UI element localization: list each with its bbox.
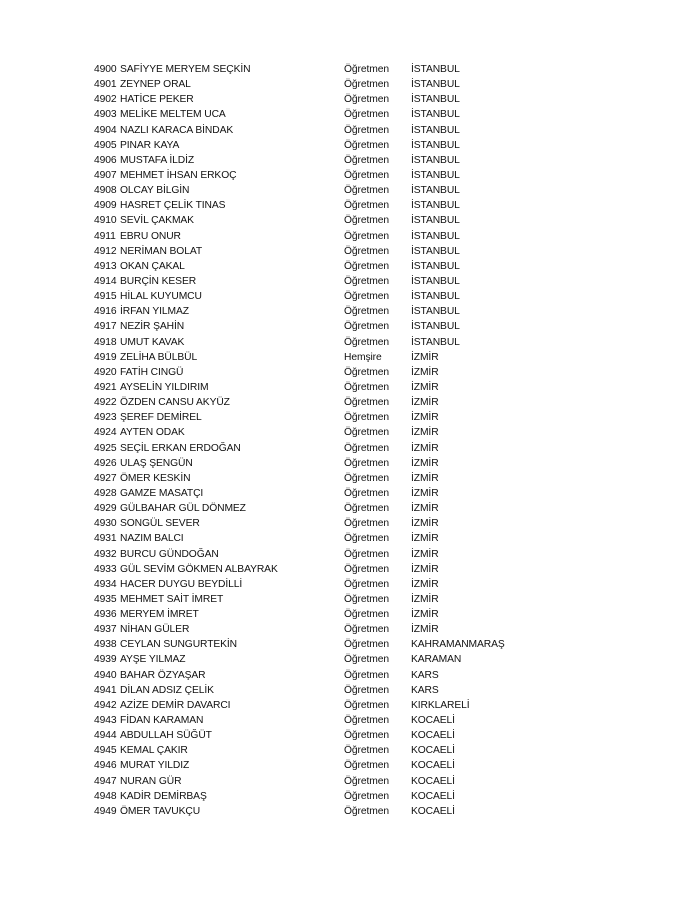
record-row (94, 471, 614, 486)
record-row (94, 410, 614, 425)
record-row (94, 577, 614, 592)
record-number: 4933 (94, 563, 117, 575)
record-role: Öğretmen (344, 109, 389, 121)
record-role: Öğretmen (344, 472, 389, 484)
record-row (94, 698, 614, 713)
record-number: 4928 (94, 487, 117, 499)
record-role: Öğretmen (344, 275, 389, 287)
record-row (94, 516, 614, 531)
record-role: Öğretmen (344, 169, 389, 181)
record-row (94, 350, 614, 365)
record-city: İSTANBUL (411, 64, 460, 75)
record-role: Öğretmen (344, 397, 389, 409)
record-city: İZMİR (411, 381, 439, 393)
record-city: İSTANBUL (411, 336, 460, 348)
record-name: NİHAN GÜLER (120, 624, 190, 636)
record-city: İZMİR (411, 624, 439, 636)
record-number: 4910 (94, 215, 117, 227)
record-city: İSTANBUL (411, 79, 460, 91)
record-number: 4922 (94, 397, 117, 409)
record-city: İZMİR (411, 351, 439, 363)
record-row (94, 289, 614, 304)
record-name: HİLAL KUYUMCU (120, 291, 202, 303)
record-role: Öğretmen (344, 154, 389, 166)
record-name: KADİR DEMİRBAŞ (120, 790, 207, 802)
record-name: NEZİR ŞAHİN (120, 321, 185, 333)
record-role: Öğretmen (344, 427, 389, 439)
record-row (94, 380, 614, 395)
record-city: İSTANBUL (411, 124, 460, 136)
record-role: Öğretmen (344, 684, 389, 696)
record-city: İZMİR (411, 563, 439, 575)
record-city: İSTANBUL (411, 200, 460, 212)
record-city: KARAMAN (411, 654, 462, 666)
record-name: KEMAL ÇAKIR (120, 745, 188, 757)
record-role: Öğretmen (344, 790, 389, 802)
record-role: Öğretmen (344, 139, 389, 151)
record-number: 4921 (94, 381, 117, 393)
record-name: NURAN GÜR (120, 775, 182, 787)
record-city: İZMİR (411, 578, 439, 590)
record-role: Öğretmen (344, 79, 389, 91)
record-number: 4923 (94, 412, 117, 424)
record-role: Öğretmen (344, 245, 389, 257)
record-name: NAZLI KARACA BİNDAK (120, 124, 234, 136)
record-name: MUSTAFA İLDİZ (120, 154, 195, 166)
record-row (94, 789, 614, 804)
record-number: 4942 (94, 699, 117, 711)
record-city: İSTANBUL (411, 260, 460, 272)
record-role: Öğretmen (344, 306, 389, 318)
record-number: 4919 (94, 351, 117, 363)
record-row (94, 531, 614, 546)
record-row (94, 743, 614, 758)
record-role: Öğretmen (344, 260, 389, 272)
record-name: SEÇİL ERKAN ERDOĞAN (120, 442, 241, 454)
record-number: 4940 (94, 669, 117, 681)
record-city: İZMİR (411, 366, 439, 378)
record-row (94, 774, 614, 789)
record-role: Öğretmen (344, 730, 389, 742)
record-city: KOCAELİ (411, 805, 455, 817)
record-row (94, 683, 614, 698)
record-number: 4900 (94, 64, 117, 75)
record-number: 4947 (94, 775, 117, 787)
record-row (94, 562, 614, 577)
record-role: Öğretmen (344, 412, 389, 424)
record-row (94, 198, 614, 213)
record-city: KOCAELİ (411, 715, 455, 727)
record-number: 4904 (94, 124, 117, 136)
record-row (94, 335, 614, 350)
record-number: 4913 (94, 260, 117, 272)
record-name: GÜLBAHAR GÜL DÖNMEZ (120, 503, 246, 515)
record-city: İZMİR (411, 472, 439, 484)
record-row (94, 229, 614, 244)
record-name: HACER DUYGU BEYDİLLİ (120, 578, 243, 590)
record-name: UMUT KAVAK (120, 336, 185, 348)
record-city: İSTANBUL (411, 109, 460, 121)
record-row (94, 92, 614, 107)
record-number: 4929 (94, 503, 117, 515)
record-number: 4908 (94, 185, 117, 197)
record-name: İRFAN YILMAZ (120, 306, 189, 318)
record-name: NERİMAN BOLAT (120, 245, 203, 257)
record-role: Öğretmen (344, 503, 389, 515)
record-number: 4912 (94, 245, 117, 257)
record-name: MURAT YILDIZ (120, 760, 190, 772)
record-name: GÜL SEVİM GÖKMEN ALBAYRAK (120, 563, 278, 575)
record-role: Öğretmen (344, 654, 389, 666)
record-number: 4946 (94, 760, 117, 772)
record-name: DİLAN ADSIZ ÇELİK (120, 684, 214, 696)
record-row (94, 547, 614, 562)
record-number: 4911 (94, 230, 116, 242)
record-role: Öğretmen (344, 805, 389, 817)
record-city: İZMİR (411, 533, 439, 545)
record-role: Hemşire (344, 351, 382, 363)
record-number: 4948 (94, 790, 117, 802)
record-name: ZELİHA BÜLBÜL (120, 351, 198, 363)
record-name: BURCU GÜNDOĞAN (120, 548, 219, 560)
record-row (94, 244, 614, 259)
record-name: ÖMER KESKİN (120, 472, 191, 484)
record-list (94, 62, 614, 819)
record-role: Öğretmen (344, 775, 389, 787)
record-number: 4934 (94, 578, 117, 590)
record-name: ÖMER TAVUKÇU (120, 805, 201, 817)
record-row (94, 274, 614, 289)
record-row (94, 728, 614, 743)
record-name: ZEYNEP ORAL (120, 79, 191, 91)
record-city: KOCAELİ (411, 745, 455, 757)
record-number: 4903 (94, 109, 117, 121)
record-number: 4909 (94, 200, 117, 212)
record-number: 4905 (94, 139, 117, 151)
record-name: ABDULLAH SÜĞÜT (120, 730, 212, 742)
record-role: Öğretmen (344, 457, 389, 469)
record-name: MEHMET İHSAN ERKOÇ (120, 169, 237, 181)
record-city: İZMİR (411, 487, 439, 499)
record-number: 4937 (94, 624, 117, 636)
record-number: 4901 (94, 79, 117, 91)
record-role: Öğretmen (344, 291, 389, 303)
record-name: ÖZDEN CANSU AKYÜZ (120, 397, 230, 409)
record-number: 4930 (94, 518, 117, 530)
record-role: Öğretmen (344, 669, 389, 681)
record-number: 4902 (94, 94, 117, 106)
record-name: AYSELİN YILDIRIM (120, 381, 209, 393)
record-city: İSTANBUL (411, 245, 460, 257)
record-row (94, 62, 614, 77)
record-city: İSTANBUL (411, 139, 460, 151)
record-role: Öğretmen (344, 533, 389, 545)
record-name: EBRU ONUR (120, 230, 181, 242)
record-role: Öğretmen (344, 381, 389, 393)
record-row (94, 259, 614, 274)
record-name: SAFİYYE MERYEM SEÇKİN (120, 64, 251, 75)
record-row (94, 713, 614, 728)
record-row (94, 138, 614, 153)
record-role: Öğretmen (344, 200, 389, 212)
record-name: BURÇİN KESER (120, 275, 197, 287)
record-name: ULAŞ ŞENGÜN (120, 457, 193, 469)
record-city: KAHRAMANMARAŞ (411, 639, 505, 651)
record-city: İZMİR (411, 397, 439, 409)
record-role: Öğretmen (344, 578, 389, 590)
record-city: İZMİR (411, 609, 439, 621)
record-city: KIRKLARELİ (411, 699, 470, 711)
record-number: 4944 (94, 730, 117, 742)
record-number: 4920 (94, 366, 117, 378)
record-name: NAZIM BALCI (120, 533, 184, 545)
record-name: HASRET ÇELİK TINAS (120, 200, 226, 212)
record-role: Öğretmen (344, 593, 389, 605)
record-number: 4935 (94, 593, 117, 605)
record-role: Öğretmen (344, 321, 389, 333)
record-row (94, 652, 614, 667)
record-row (94, 304, 614, 319)
record-row (94, 758, 614, 773)
record-city: İZMİR (411, 457, 439, 469)
record-number: 4918 (94, 336, 117, 348)
record-role: Öğretmen (344, 124, 389, 136)
record-city: İZMİR (411, 427, 439, 439)
record-row (94, 123, 614, 138)
record-city: İSTANBUL (411, 291, 460, 303)
record-name: MERYEM İMRET (120, 609, 199, 621)
record-city: İSTANBUL (411, 321, 460, 333)
record-number: 4938 (94, 639, 117, 651)
record-role: Öğretmen (344, 94, 389, 106)
record-city: İSTANBUL (411, 94, 460, 106)
record-row (94, 456, 614, 471)
record-city: İZMİR (411, 503, 439, 515)
record-city: İZMİR (411, 442, 439, 454)
record-name: AYTEN ODAK (120, 427, 185, 439)
record-number: 4936 (94, 609, 117, 621)
record-role: Öğretmen (344, 336, 389, 348)
record-name: ŞEREF DEMİREL (120, 412, 202, 424)
record-city: İSTANBUL (411, 215, 460, 227)
record-role: Öğretmen (344, 563, 389, 575)
record-row (94, 622, 614, 637)
record-name: PINAR KAYA (120, 139, 180, 151)
record-number: 4927 (94, 472, 117, 484)
record-number: 4941 (94, 684, 117, 696)
record-row (94, 804, 614, 819)
record-city: İSTANBUL (411, 275, 460, 287)
record-role: Öğretmen (344, 185, 389, 197)
record-role: Öğretmen (344, 64, 389, 75)
record-number: 4949 (94, 805, 117, 817)
record-city: İZMİR (411, 548, 439, 560)
record-row (94, 607, 614, 622)
record-row (94, 425, 614, 440)
record-row (94, 592, 614, 607)
record-role: Öğretmen (344, 699, 389, 711)
record-number: 4907 (94, 169, 117, 181)
record-number: 4906 (94, 154, 117, 166)
record-city: İSTANBUL (411, 230, 460, 242)
record-name: FİDAN KARAMAN (120, 715, 204, 727)
record-row (94, 501, 614, 516)
record-row (94, 168, 614, 183)
record-name: OLCAY BİLGİN (120, 185, 190, 197)
record-number: 4943 (94, 715, 117, 727)
record-city: İSTANBUL (411, 169, 460, 181)
record-name: AYŞE YILMAZ (120, 654, 186, 666)
record-row (94, 365, 614, 380)
record-number: 4945 (94, 745, 117, 757)
record-role: Öğretmen (344, 442, 389, 454)
record-city: İSTANBUL (411, 306, 460, 318)
record-row (94, 668, 614, 683)
record-number: 4917 (94, 321, 117, 333)
record-city: İSTANBUL (411, 185, 460, 197)
record-role: Öğretmen (344, 487, 389, 499)
record-name: AZİZE DEMİR DAVARCI (120, 699, 231, 711)
record-role: Öğretmen (344, 518, 389, 530)
record-number: 4939 (94, 654, 117, 666)
record-row (94, 213, 614, 228)
record-row (94, 637, 614, 652)
record-name: SONGÜL SEVER (120, 518, 200, 530)
record-name: SEVİL ÇAKMAK (120, 215, 194, 227)
record-number: 4931 (94, 533, 117, 545)
record-number: 4925 (94, 442, 117, 454)
record-city: KOCAELİ (411, 775, 455, 787)
record-number: 4924 (94, 427, 117, 439)
record-row (94, 319, 614, 334)
record-city: KOCAELİ (411, 760, 455, 772)
record-name: OKAN ÇAKAL (120, 260, 185, 272)
record-role: Öğretmen (344, 745, 389, 757)
record-city: İZMİR (411, 412, 439, 424)
record-row (94, 395, 614, 410)
record-number: 4916 (94, 306, 117, 318)
record-name: MEHMET SAİT İMRET (120, 593, 224, 605)
record-row (94, 107, 614, 122)
record-row (94, 77, 614, 92)
record-number: 4914 (94, 275, 117, 287)
record-role: Öğretmen (344, 760, 389, 772)
record-name: MELİKE MELTEM UCA (120, 109, 226, 121)
record-role: Öğretmen (344, 230, 389, 242)
record-row (94, 183, 614, 198)
record-name: BAHAR ÖZYAŞAR (120, 669, 206, 681)
record-role: Öğretmen (344, 366, 389, 378)
record-name: FATİH CINGÜ (120, 366, 184, 378)
record-role: Öğretmen (344, 215, 389, 227)
record-name: HATİCE PEKER (120, 94, 194, 106)
record-city: İSTANBUL (411, 154, 460, 166)
record-role: Öğretmen (344, 624, 389, 636)
record-city: KOCAELİ (411, 730, 455, 742)
record-city: İZMİR (411, 593, 439, 605)
record-city: İZMİR (411, 518, 439, 530)
record-role: Öğretmen (344, 715, 389, 727)
record-number: 4915 (94, 291, 117, 303)
record-city: KARS (411, 669, 439, 681)
record-city: KARS (411, 684, 439, 696)
record-number: 4926 (94, 457, 117, 469)
record-name: CEYLAN SUNGURTEKİN (120, 639, 238, 651)
record-name: GAMZE MASATÇI (120, 487, 204, 499)
record-row (94, 153, 614, 168)
record-row (94, 486, 614, 501)
record-city: KOCAELİ (411, 790, 455, 802)
record-number: 4932 (94, 548, 117, 560)
record-role: Öğretmen (344, 639, 389, 651)
record-role: Öğretmen (344, 609, 389, 621)
record-role: Öğretmen (344, 548, 389, 560)
record-row (94, 441, 614, 456)
